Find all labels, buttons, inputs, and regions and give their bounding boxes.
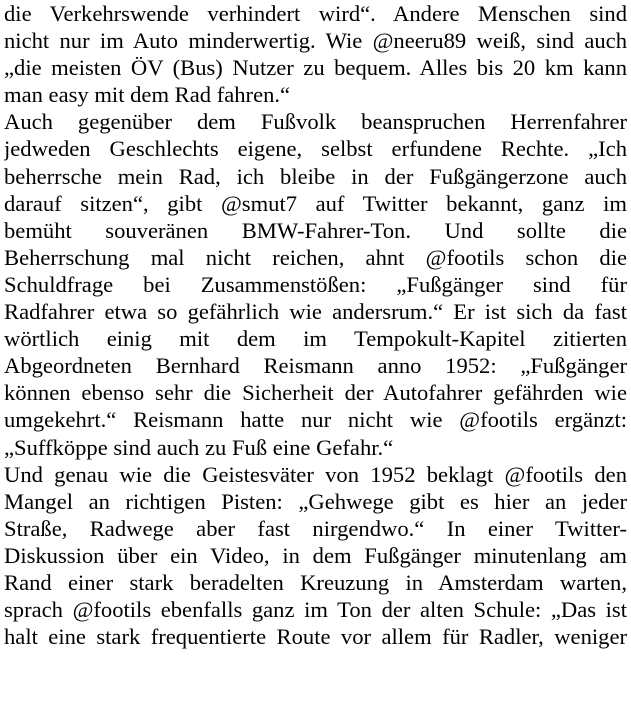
text-line: Straße, Radwege aber fast nirgendwo.“ In einer Twitter- (4, 515, 627, 541)
text-line: beherrsche mein Rad, ich bleibe in der Fußgängerzone auch (4, 163, 627, 189)
text-line: Schuldfrage bei Zusammenstößen: „Fußgänger sind für (4, 271, 627, 297)
text-line: Mangel an richtigen Pisten: „Gehwege gibt es hier an jeder (4, 488, 627, 514)
text-line: Beherrschung mal nicht reichen, ahnt @footils schon die (4, 244, 627, 270)
text-line: darauf sitzen“, gibt @smut7 auf Twitter bekannt, ganz im (4, 190, 627, 216)
text-line: bemüht souveränen BMW-Fahrer-Ton. Und sollte die (4, 217, 627, 243)
text-line: Radfahrer etwa so gefährlich wie andersrum.“ Er ist sich da fast (4, 299, 627, 325)
paragraph-3 (4, 461, 627, 651)
paragraph-1 (4, 0, 627, 108)
text-line: halt eine stark frequentierte Route vor allem für Radler, weniger (4, 624, 627, 650)
text-line: umgekehrt.“ Reismann hatte nur nicht wie @footils ergänzt: (4, 407, 627, 433)
text-line: nicht nur im Auto minderwertig. Wie @neeru89 weiß, sind auch (4, 28, 627, 54)
text-line: „Suffköppe sind auch zu Fuß eine Gefahr.“ (4, 434, 394, 460)
text-line: sprach @footils ebenfalls ganz im Ton der alten Schule: „Das ist (4, 597, 627, 623)
text-line: wörtlich einig mit dem im Tempokult-Kapitel zitierten (4, 326, 627, 352)
text-line: können ebenso sehr die Sicherheit der Autofahrer gefährden wie (4, 380, 627, 406)
text-line: Abgeordneten Bernhard Reismann anno 1952: „Fußgänger (4, 353, 627, 379)
text-line: Auch gegenüber dem Fußvolk beanspruchen Herrenfahrer (4, 109, 627, 135)
text-line: Diskussion über ein Video, in dem Fußgänger minutenlang am (4, 542, 627, 568)
text-line: die Verkehrswende verhindert wird“. Andere Menschen sind (4, 1, 627, 26)
text-line: jedweden Geschlechts eigene, selbst erfundene Rechte. „Ich (4, 136, 627, 162)
paragraph-2 (4, 108, 627, 460)
text-line: man easy mit dem Rad fahren.“ (4, 82, 291, 108)
document-body (4, 0, 627, 650)
text-line: „die meisten ÖV (Bus) Nutzer zu bequem. Alles bis 20 km kann (4, 55, 627, 81)
text-line: Rand einer stark beradelten Kreuzung in Amsterdam warten, (4, 569, 627, 595)
text-line: Und genau wie die Geistesväter von 1952 beklagt @footils den (4, 461, 627, 487)
